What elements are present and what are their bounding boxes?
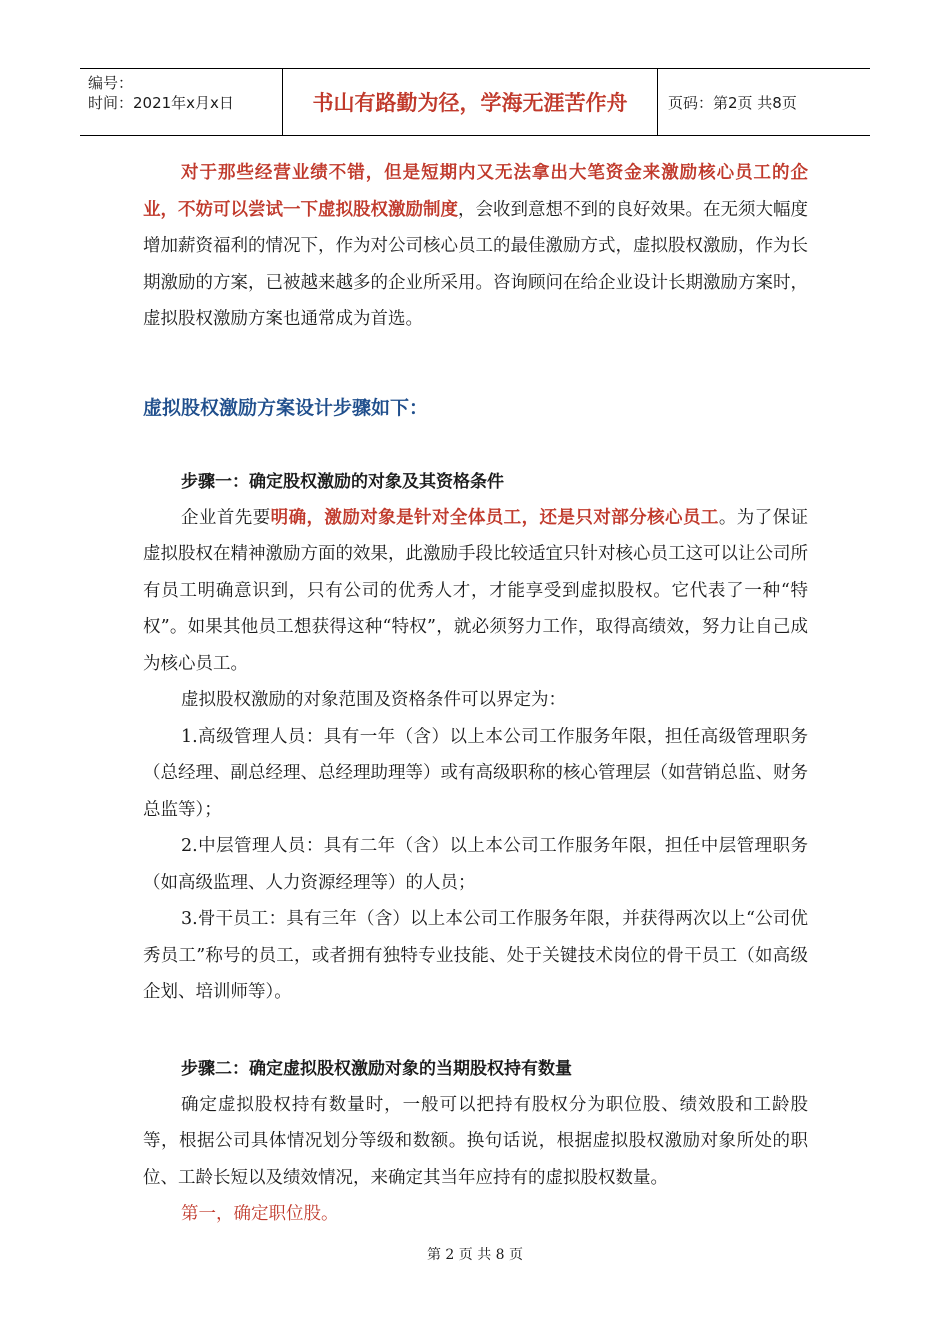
step1-highlight: 明确，激励对象是针对全体员工，还是只对部分核心员工 [270, 507, 719, 528]
step1-paragraph-1: 企业首先要明确，激励对象是针对全体员工，还是只对部分核心员工。为了保证虚拟股权在精神激励方面的效果，此激励手段比较适宜只针对核心员工这可以让公司所有员工明确意识到，只有公司的优秀人才，才能享受到虚拟股权。它代表了一种“特权”。如果其他员工想获得这种“特权”，就必须努力工作，取得高绩效，努力让自己成为核心员工。 [143, 507, 809, 674]
time-label: 时间：2021年x月x日 [88, 94, 234, 112]
intro-highlight: 对于那些经营业绩不错，但是短期内又无法拿出大笔资金来激励核心员工的企业，不妨可以尝试一下虚拟股权激励制度 [143, 163, 808, 220]
header-page-code: 页码：第2页 共8页 [668, 93, 797, 112]
page-header [80, 68, 870, 136]
number-label: 编号： [88, 74, 134, 92]
section-title: 虚拟股权激励方案设计步骤如下： [143, 396, 429, 419]
step1-title: 步骤一：确定股权激励的对象及其资格条件 [181, 471, 504, 492]
step1-item-1: 1.高级管理人员：具有一年（含）以上本公司工作服务年限，担任高级管理职务（总经理、副总经理、总经理助理等）或有高级职称的核心管理层（如营销总监、财务总监等）； [143, 726, 808, 820]
intro-paragraph [143, 155, 808, 338]
step1-item-2: 2.中层管理人员：具有二年（含）以上本公司工作服务年限，担任中层管理职务（如高级监理、人力资源经理等）的人员； [143, 836, 808, 893]
step2-paragraph-1: 确定虚拟股权持有数量时，一般可以把持有股权分为职位股、绩效股和工龄股等，根据公司具体情况划分等级和数额。换句话说，根据虚拟股权激励对象所处的职位、工龄长短以及绩效情况，来确定其当年应持有的虚拟股权数量。 [143, 1094, 808, 1188]
step1-item-3: 3.骨干员工：具有三年（含）以上本公司工作服务年限，并获得两次以上“公司优秀员工”称号的员工，或者拥有独特专业技能、处于关键技术岗位的骨干员工（如高级企划、培训师等）。 [143, 909, 808, 1002]
header-motto: 书山有路勤为径，学海无涯苦作舟 [283, 69, 658, 135]
header-meta [80, 69, 283, 135]
step2-paragraph-2: 第一，确定职位股。 [181, 1204, 339, 1224]
step1-paragraph-2: 虚拟股权激励的对象范围及资格条件可以界定为： [181, 690, 566, 710]
step2-title: 步骤二：确定虚拟股权激励对象的当期股权持有数量 [181, 1058, 572, 1079]
page-footer: 第 2 页 共 8 页 [426, 1247, 524, 1263]
intro-rest: ，会收到意想不到的良好效果。在无须大幅度增加薪资福利的情况下，作为对公司核心员工的最佳激励方式，虚拟股权激励，作为长期激励的方案，已被越来越多的企业所采用。咨询顾问在给企业设计长期激励方案时，虚拟股权激励方案也通常成为首选。 [143, 199, 808, 329]
document-body [143, 155, 808, 1233]
